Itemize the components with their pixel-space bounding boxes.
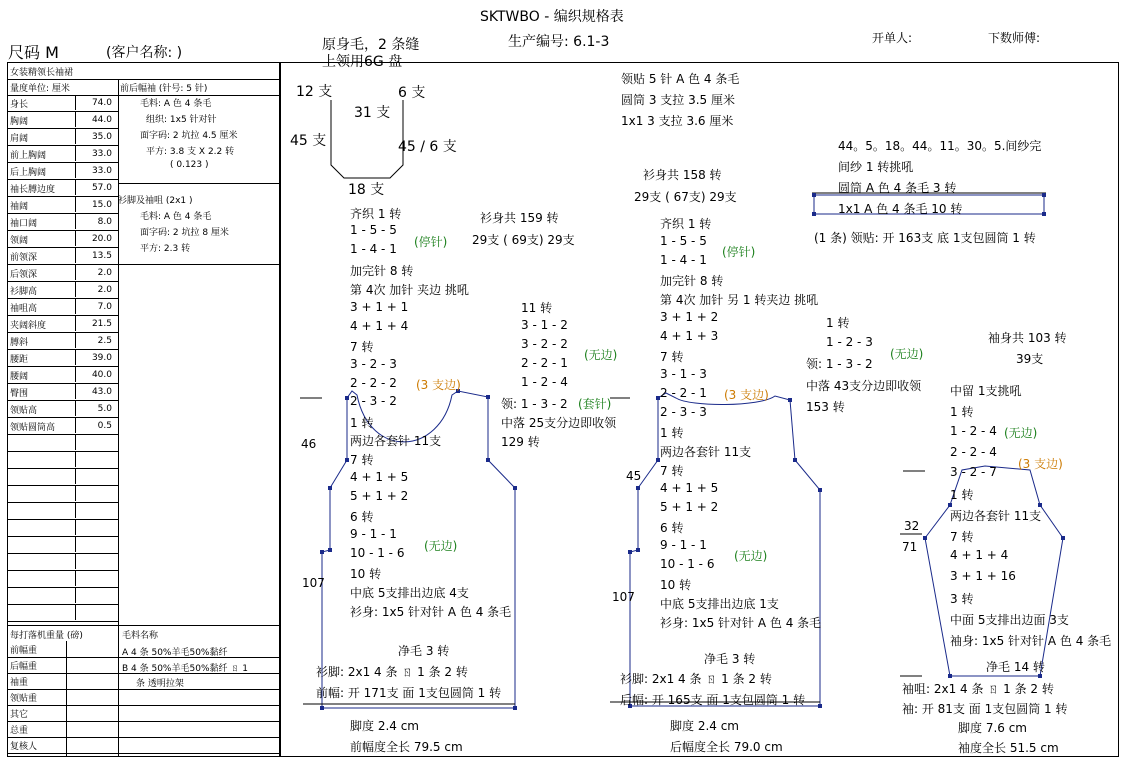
back-l6: 3 + 1 + 2 bbox=[660, 310, 719, 324]
collar-summary: (1 条) 领贴: 开 163支 底 1支包圆筒 1 转 bbox=[814, 231, 1036, 245]
front-drop: 中落 25支分边即收领 bbox=[501, 416, 617, 430]
sleeve-l3: 1 - 2 - 4 bbox=[950, 424, 997, 438]
back-edge3: (3 支边) bbox=[724, 388, 769, 402]
front-total: 前幅度全长 79.5 cm bbox=[350, 740, 463, 754]
back-body-split: 29支 ( 67支) 29支 bbox=[634, 190, 737, 204]
front-n3: 2 - 2 - 1 bbox=[521, 356, 568, 370]
front-l7: 4 + 1 + 4 bbox=[350, 319, 409, 333]
front-n11: 11 转 bbox=[521, 301, 553, 315]
back-noedge2: (无边) bbox=[890, 347, 924, 361]
spec-row-value: 15.0 bbox=[75, 197, 114, 212]
front-edge3: (3 支边) bbox=[416, 378, 461, 392]
sleeve-cuff: 袖咀: 2x1 4 条 ㄖ 1 条 2 转 bbox=[902, 682, 1054, 696]
front-l2: 1 - 5 - 5 bbox=[350, 223, 397, 237]
back-l7: 4 + 1 + 3 bbox=[660, 329, 719, 343]
sleeve-total: 袖度全长 51.5 cm bbox=[958, 741, 1059, 755]
spec-row-label: 袖咀高 bbox=[10, 304, 38, 314]
back-l8: 7 转 bbox=[660, 350, 684, 364]
sleeve-l4: 2 - 2 - 4 bbox=[950, 445, 997, 459]
node-marker bbox=[948, 674, 952, 678]
front-l8: 7 转 bbox=[350, 340, 374, 354]
node-marker bbox=[1061, 536, 1065, 540]
node-marker bbox=[345, 396, 349, 400]
back-l15: 4 + 1 + 5 bbox=[660, 481, 719, 495]
sleeve-l11: 3 转 bbox=[950, 592, 974, 606]
spec-row-label: 袖口阔 bbox=[10, 219, 38, 229]
back-body-count: 衫身共 158 转 bbox=[643, 168, 722, 182]
weight-row-label: 领贴重 bbox=[10, 694, 38, 704]
back-l5: 第 4次 加针 另 1 转夹边 挑吼 bbox=[660, 293, 819, 307]
material-b: B 4 条 50%羊毛50%黏纤 ㄖ 1 bbox=[122, 664, 248, 674]
front-hemlen: 脚度 2.4 cm bbox=[350, 719, 420, 733]
front-l5: 第 4次 加针 夹边 挑吼 bbox=[350, 283, 469, 297]
spec-row-label: 领贴高 bbox=[10, 406, 38, 416]
spec-row-value: 57.0 bbox=[75, 180, 114, 195]
front-l3: 1 - 4 - 1 bbox=[350, 242, 397, 256]
front-l11: 2 - 3 - 2 bbox=[350, 394, 397, 408]
node-marker bbox=[320, 550, 324, 554]
spec-row-value: 40.0 bbox=[75, 367, 114, 382]
back-l17: 6 转 bbox=[660, 521, 684, 535]
spec-row-value: 44.0 bbox=[75, 112, 114, 127]
node-marker bbox=[788, 398, 792, 402]
sleeve-l13: 袖身: 1x5 针对针 A 色 4 条毛 bbox=[950, 634, 1112, 648]
spec-row-label: 腰距 bbox=[10, 355, 29, 365]
spec-row-value: 2.0 bbox=[75, 265, 114, 280]
front-n1: 3 - 1 - 2 bbox=[521, 318, 568, 332]
collar-c31: 31 支 bbox=[354, 105, 391, 121]
sleeve-cufflen: 脚度 7.6 cm bbox=[958, 721, 1028, 735]
back-n2: 领: 1 - 3 - 2 bbox=[806, 357, 873, 371]
front-neck: 领: 1 - 3 - 2 bbox=[501, 397, 568, 411]
body-lines-line: 面字码: 2 坑拉 4.5 厘米 bbox=[140, 131, 238, 141]
node-marker bbox=[1042, 193, 1046, 197]
weight-row-label: 其它 bbox=[10, 710, 29, 720]
front-l4: 加完针 8 转 bbox=[350, 264, 414, 278]
body-heading: 前后幅袖 (针号: 5 针) bbox=[120, 84, 208, 94]
spec-row-value: 21.5 bbox=[75, 316, 114, 331]
collar-c6: 6 支 bbox=[398, 85, 426, 101]
front-body-split: 29支 ( 69支) 29支 bbox=[472, 233, 575, 247]
front-n4: 1 - 2 - 4 bbox=[521, 375, 568, 389]
sleeve-m32: 32 bbox=[904, 519, 920, 533]
node-marker bbox=[818, 704, 822, 708]
weight-heading: 每打落机重量 (磅) bbox=[10, 631, 83, 641]
front-m107: 107 bbox=[302, 576, 325, 590]
node-marker bbox=[320, 706, 324, 710]
back-stop: (停针) bbox=[722, 245, 756, 259]
node-marker bbox=[1042, 212, 1046, 216]
garment-row: 女装精领长袖裙 bbox=[8, 63, 280, 80]
front-net: 净毛 3 转 bbox=[398, 644, 450, 658]
node-marker bbox=[345, 458, 349, 462]
front-tao: (套针) bbox=[578, 397, 612, 411]
node-marker bbox=[818, 488, 822, 492]
spec-row-label: 领阔 bbox=[10, 236, 29, 246]
collar-line-2: 圆筒 3 支拉 3.5 厘米 bbox=[621, 93, 735, 107]
front-l22: 衫身: 1x5 针对针 A 色 4 条毛 bbox=[350, 605, 512, 619]
spec-row-label: 前领深 bbox=[10, 253, 38, 263]
back-l11: 2 - 3 - 3 bbox=[660, 405, 707, 419]
material-heading: 毛料名称 bbox=[122, 631, 159, 641]
yarn-note-2: 上领用6G 盘 bbox=[322, 54, 403, 70]
front-l9: 3 - 2 - 3 bbox=[350, 357, 397, 371]
weight-row-label: 后幅重 bbox=[10, 662, 38, 672]
spec-row-label: 胸阔 bbox=[10, 117, 29, 127]
front-l14: 7 转 bbox=[350, 453, 374, 467]
front-noedge: (无边) bbox=[424, 539, 458, 553]
weight-row-label: 前幅重 bbox=[10, 646, 38, 656]
node-marker bbox=[486, 395, 490, 399]
material-a: A 4 条 50%羊毛50%黏纤 bbox=[122, 648, 228, 658]
issuer-label: 开单人: bbox=[872, 31, 913, 45]
node-marker bbox=[328, 486, 332, 490]
back-open: 后幅: 开 165支 面 1支包圆筒 1 转 bbox=[620, 693, 806, 707]
spec-row-value: 20.0 bbox=[75, 231, 114, 246]
spec-row-value: 33.0 bbox=[75, 146, 114, 161]
sleeve-edge3: (3 支边) bbox=[1018, 457, 1063, 471]
back-l12: 1 转 bbox=[660, 426, 684, 440]
unit-row: 量度单位: 厘米 bbox=[8, 79, 280, 96]
sleeve-noedge: (无边) bbox=[1004, 426, 1038, 440]
spec-row-label: 衫脚高 bbox=[10, 287, 38, 297]
page-title: SKTWBO - 编织规格表 bbox=[480, 9, 624, 25]
collar-seq: 44。5。18。44。11。30。5.间纱完 bbox=[838, 139, 1042, 153]
collar-line-3: 1x1 3 支拉 3.6 厘米 bbox=[621, 114, 734, 128]
back-n1t: 1 转 bbox=[826, 316, 850, 330]
body-lines-line: 平方: 3.8 支 X 2.2 转 bbox=[146, 147, 235, 157]
sleeve-m71: 71 bbox=[902, 540, 918, 554]
front-l13: 两边各套针 11支 bbox=[350, 434, 442, 448]
node-marker bbox=[812, 193, 816, 197]
body-lines-line: 毛料: A 色 4 条毛 bbox=[140, 99, 212, 109]
sleeve-l10: 3 + 1 + 16 bbox=[950, 569, 1016, 583]
back-l19: 10 - 1 - 6 bbox=[660, 557, 715, 571]
collar-c45-6: 45 / 6 支 bbox=[398, 139, 457, 155]
spec-row-label: 身长 bbox=[10, 100, 29, 110]
front-l15: 4 + 1 + 5 bbox=[350, 470, 409, 484]
sleeve-l5: 3 - 2 - 7 bbox=[950, 465, 997, 479]
front-n2: 3 - 2 - 2 bbox=[521, 337, 568, 351]
node-marker bbox=[628, 550, 632, 554]
rib-heading: 衫脚及袖咀 (2x1 ) bbox=[118, 196, 193, 206]
back-m45: 45 bbox=[626, 469, 642, 483]
rib-lines-line: 平方: 2.3 转 bbox=[140, 244, 191, 254]
back-m107: 107 bbox=[612, 590, 635, 604]
collar-tube: 圆筒 A 色 4 条毛 3 转 bbox=[838, 181, 957, 195]
front-body-count: 衫身共 159 转 bbox=[480, 211, 559, 225]
node-marker bbox=[636, 486, 640, 490]
customer-label: (客户名称: ) bbox=[106, 45, 183, 61]
back-total: 后幅度全长 79.0 cm bbox=[670, 740, 783, 754]
collar-rib: 1x1 A 色 4 条毛 10 转 bbox=[838, 202, 963, 216]
weight-row-label: 复核人 bbox=[10, 742, 38, 752]
node-marker bbox=[513, 706, 517, 710]
front-l20: 10 转 bbox=[350, 567, 382, 581]
spec-row-value: 33.0 bbox=[75, 163, 114, 178]
collar-waste: 间纱 1 转挑吼 bbox=[838, 160, 914, 174]
node-marker bbox=[328, 548, 332, 552]
front-open: 前幅: 开 171支 面 1支包圆筒 1 转 bbox=[316, 686, 502, 700]
front-stop: (停针) bbox=[414, 235, 448, 249]
spec-row-value: 35.0 bbox=[75, 129, 114, 144]
rib-lines-line: 毛料: A 色 4 条毛 bbox=[140, 212, 212, 222]
front-l18: 9 - 1 - 1 bbox=[350, 527, 397, 541]
spec-row-value: 7.0 bbox=[75, 299, 114, 314]
weight-row-label: 总重 bbox=[10, 726, 29, 736]
front-l12: 1 转 bbox=[350, 416, 374, 430]
front-l19: 10 - 1 - 6 bbox=[350, 546, 405, 560]
collar-c12: 12 支 bbox=[296, 84, 333, 100]
node-marker bbox=[636, 548, 640, 552]
weight-row-label: 袖重 bbox=[10, 678, 29, 688]
sleeve-l1: 中留 1支挑吼 bbox=[950, 384, 1022, 398]
master-label: 下数师傅: bbox=[988, 31, 1041, 45]
back-l13: 两边各套针 11支 bbox=[660, 445, 752, 459]
collar-line-1: 领贴 5 针 A 色 4 条毛 bbox=[621, 72, 740, 86]
front-n129: 129 转 bbox=[501, 435, 540, 449]
front-l16: 5 + 1 + 2 bbox=[350, 489, 409, 503]
yarn-note-1: 原身毛，2 条缝 bbox=[322, 37, 420, 53]
front-l1: 齐织 1 转 bbox=[350, 207, 402, 221]
node-marker bbox=[923, 536, 927, 540]
spec-row-label: 后领深 bbox=[10, 270, 38, 280]
sleeve-l6: 1 转 bbox=[950, 488, 974, 502]
spec-row-value: 13.5 bbox=[75, 248, 114, 263]
back-l1: 齐织 1 转 bbox=[660, 217, 712, 231]
spec-row-value: 2.5 bbox=[75, 333, 114, 348]
back-l10: 2 - 2 - 1 bbox=[660, 386, 707, 400]
collar-c18: 18 支 bbox=[348, 182, 385, 198]
back-l3: 1 - 4 - 1 bbox=[660, 253, 707, 267]
back-l16: 5 + 1 + 2 bbox=[660, 500, 719, 514]
sleeve-l8: 7 转 bbox=[950, 530, 974, 544]
spec-row-value: 43.0 bbox=[75, 384, 114, 399]
spec-row-value: 5.0 bbox=[75, 401, 114, 416]
spec-row-label: 腰阔 bbox=[10, 372, 29, 382]
sleeve-l12: 中面 5支排出边面 3支 bbox=[950, 613, 1069, 627]
node-marker bbox=[812, 212, 816, 216]
spec-row-value: 2.0 bbox=[75, 282, 114, 297]
spec-row-label: 后上胸阔 bbox=[10, 168, 47, 178]
collar-c45: 45 支 bbox=[290, 133, 327, 149]
spec-row-label: 肩阔 bbox=[10, 134, 29, 144]
front-l17: 6 转 bbox=[350, 510, 374, 524]
back-net: 净毛 3 转 bbox=[704, 652, 756, 666]
spec-row-value: 39.0 bbox=[75, 350, 114, 365]
front-l21: 中底 5支排出边底 4支 bbox=[350, 586, 469, 600]
back-l2: 1 - 5 - 5 bbox=[660, 234, 707, 248]
front-l10: 2 - 2 - 2 bbox=[350, 376, 397, 390]
spec-row-value: 8.0 bbox=[75, 214, 114, 229]
front-m46: 46 bbox=[301, 437, 317, 451]
front-l6: 3 + 1 + 1 bbox=[350, 300, 409, 314]
front-hem: 衫脚: 2x1 4 条 ㄖ 1 条 2 转 bbox=[316, 665, 468, 679]
back-l18: 9 - 1 - 1 bbox=[660, 538, 707, 552]
node-marker bbox=[793, 458, 797, 462]
body-lines-line: 组织: 1x5 针对针 bbox=[146, 115, 217, 125]
material-b-cont: 条 透明拉架 bbox=[136, 679, 184, 689]
back-n1: 1 - 2 - 3 bbox=[826, 335, 873, 349]
spec-row-label: 夹阔斜度 bbox=[10, 321, 47, 331]
back-hemlen: 脚度 2.4 cm bbox=[670, 719, 740, 733]
front-noedge2: (无边) bbox=[584, 348, 618, 362]
back-noedge: (无边) bbox=[734, 549, 768, 563]
spec-row-label: 袖阔 bbox=[10, 202, 29, 212]
back-l4: 加完针 8 转 bbox=[660, 274, 724, 288]
sleeve-c39: 39支 bbox=[1016, 352, 1044, 366]
back-l20: 10 转 bbox=[660, 578, 692, 592]
back-l9: 3 - 1 - 3 bbox=[660, 367, 707, 381]
spec-row-label: 膊斜 bbox=[10, 338, 29, 348]
node-marker bbox=[486, 458, 490, 462]
back-l14: 7 转 bbox=[660, 464, 684, 478]
sleeve-l2: 1 转 bbox=[950, 405, 974, 419]
sleeve-count: 袖身共 103 转 bbox=[988, 331, 1067, 345]
back-l22: 衫身: 1x5 针对针 A 色 4 条毛 bbox=[660, 616, 822, 630]
body-lines-line: ( 0.123 ) bbox=[170, 160, 209, 170]
back-hem: 衫脚: 2x1 4 条 ㄖ 1 条 2 转 bbox=[620, 672, 772, 686]
back-drop: 中落 43支分边即收领 bbox=[806, 379, 922, 393]
sleeve-l7: 两边各套针 11支 bbox=[950, 509, 1042, 523]
spec-row-value: 0.5 bbox=[75, 418, 114, 433]
rib-lines-line: 面字码: 2 坑拉 8 厘米 bbox=[140, 228, 229, 238]
sleeve-open: 袖: 开 81支 面 1支包圆筒 1 转 bbox=[902, 702, 1068, 716]
sleeve-l9: 4 + 1 + 4 bbox=[950, 548, 1009, 562]
spec-row-label: 袖长膊边度 bbox=[10, 185, 56, 195]
sleeve-net: 净毛 14 转 bbox=[986, 660, 1045, 674]
back-l21: 中底 5支排出边底 1支 bbox=[660, 597, 779, 611]
spec-row-label: 领贴圆筒高 bbox=[10, 423, 56, 433]
size-label: 尺码 M bbox=[8, 43, 59, 62]
spec-row-value: 74.0 bbox=[75, 95, 114, 110]
back-n153: 153 转 bbox=[806, 400, 845, 414]
node-marker bbox=[513, 486, 517, 490]
production-number: 生产编号: 6.1-3 bbox=[508, 34, 610, 50]
spec-row-label: 前上胸阔 bbox=[10, 151, 47, 161]
spec-row-label: 臀围 bbox=[10, 389, 29, 399]
